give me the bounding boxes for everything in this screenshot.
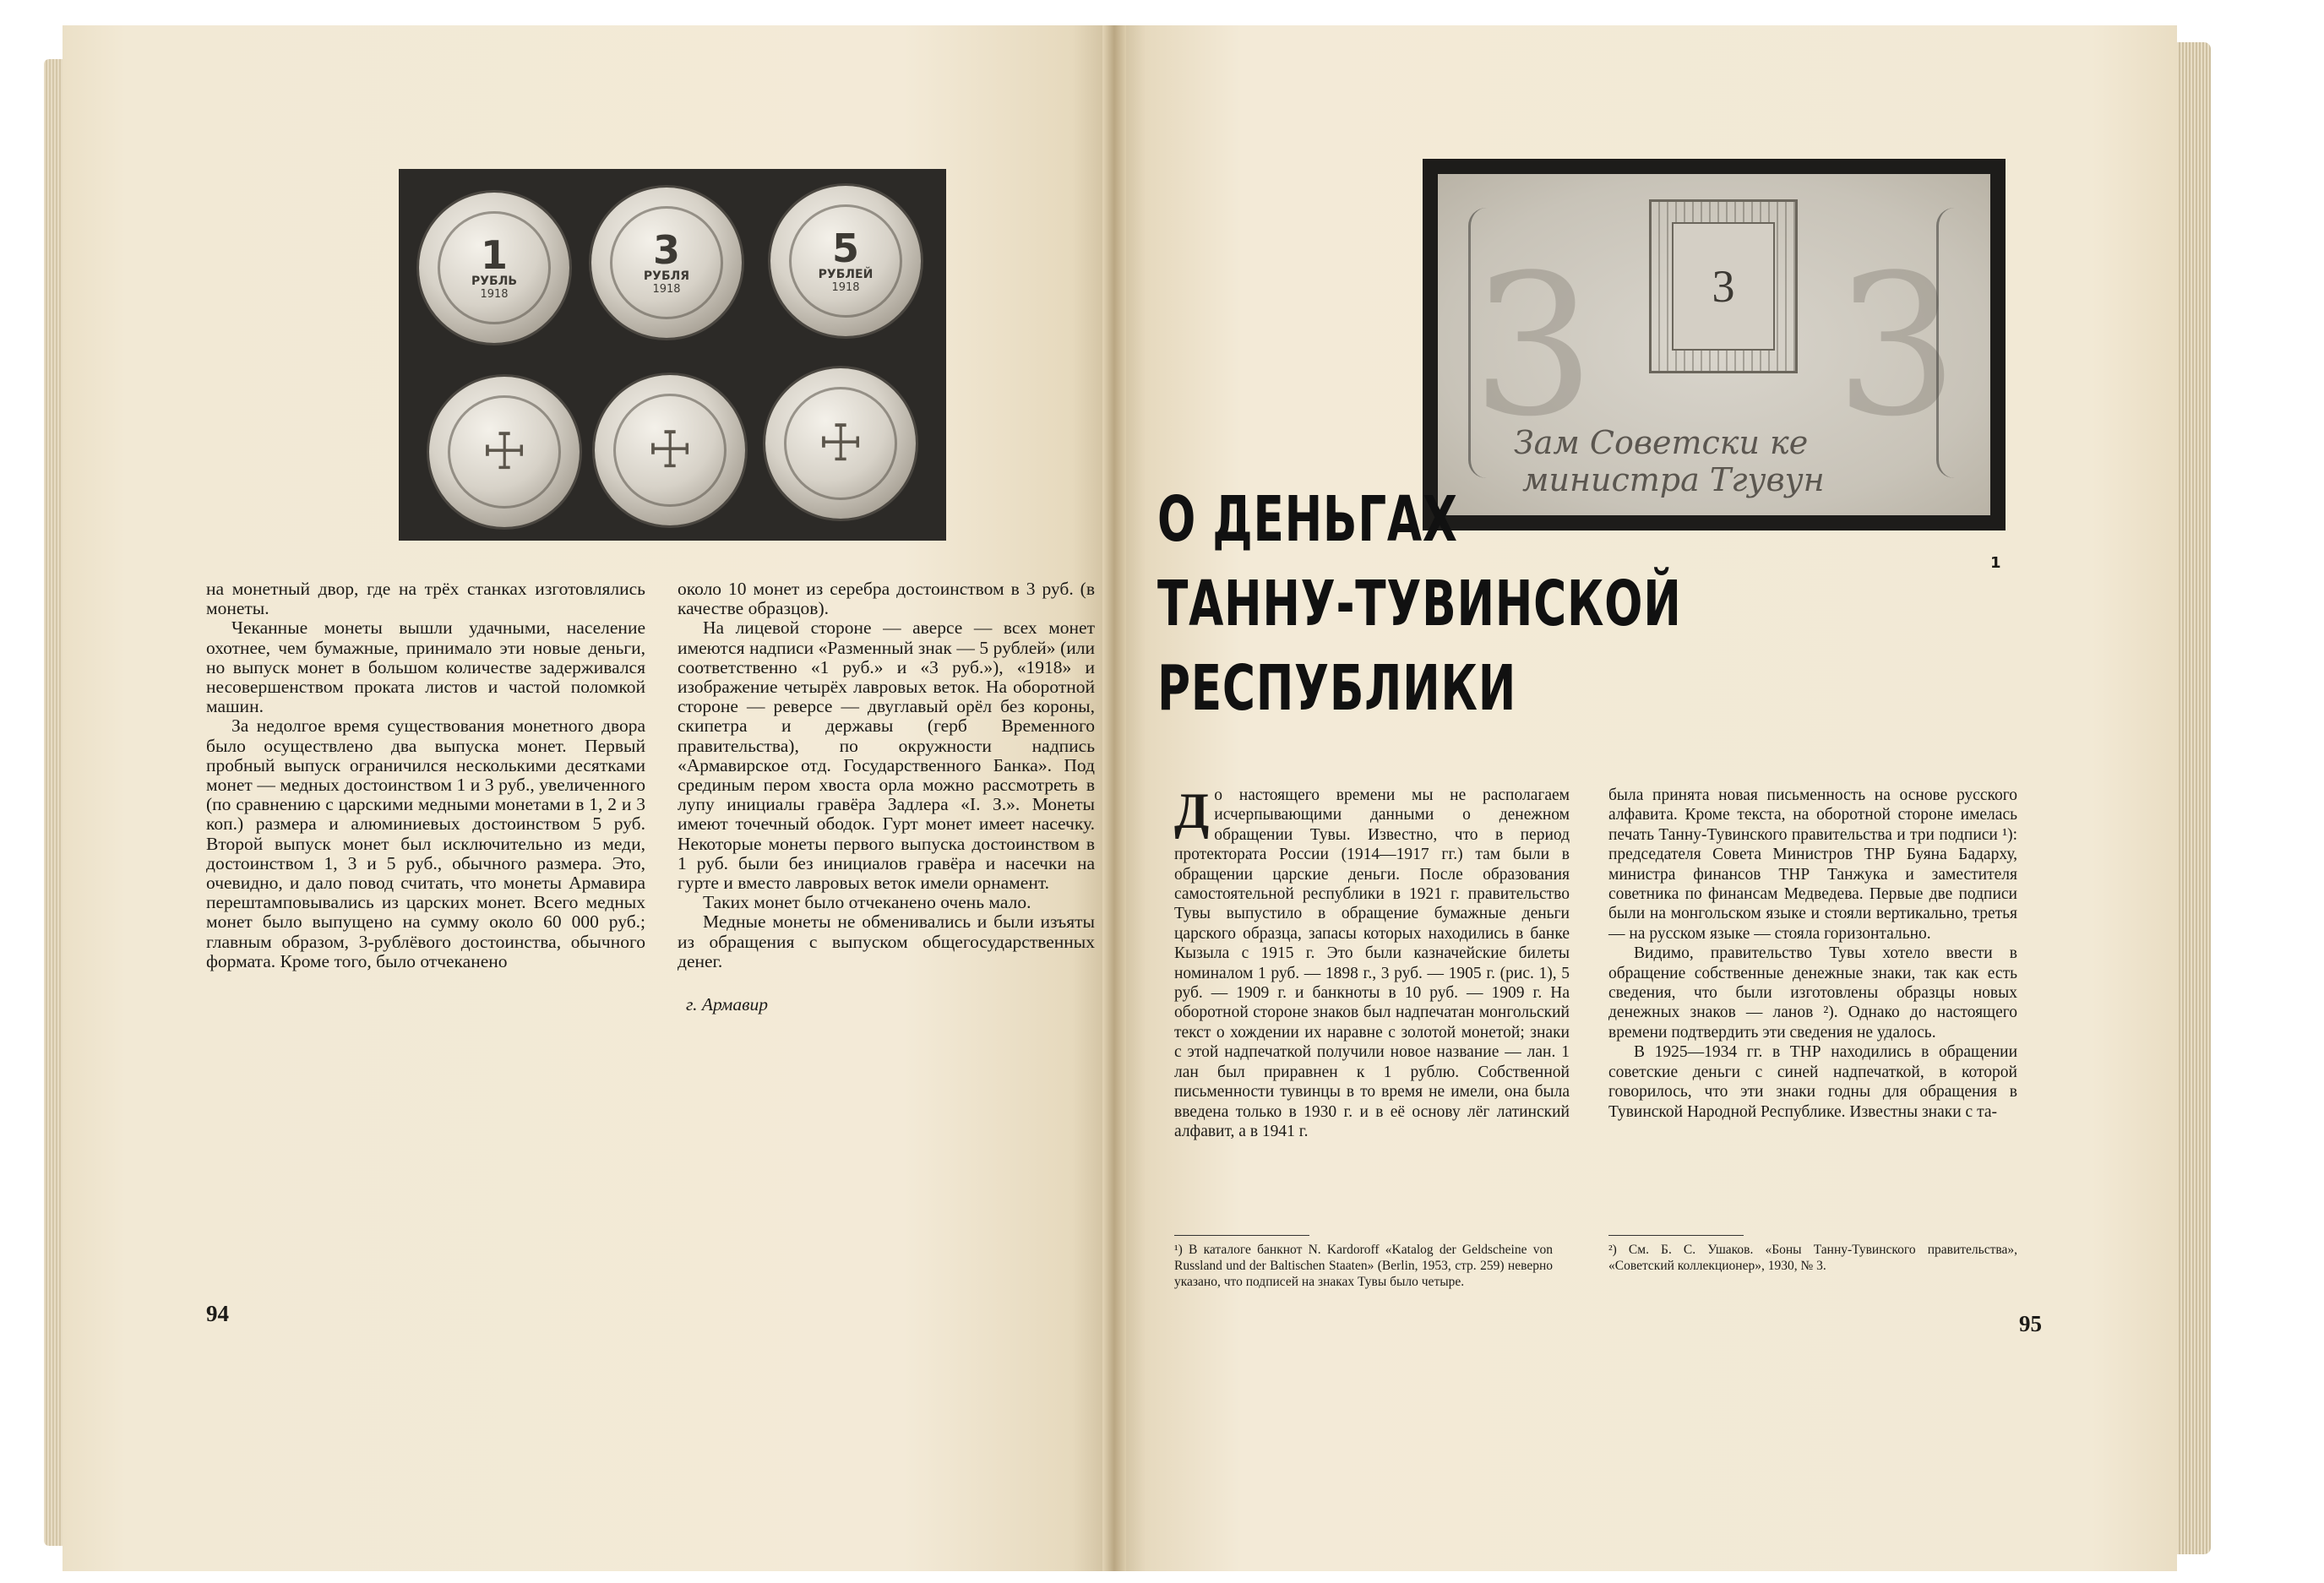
left-column-2 — [678, 579, 1095, 1015]
page-number-left: 94 — [206, 1301, 229, 1326]
paragraph: около 10 монет из серебра достоинством в 3 руб. (в качестве образцов). — [678, 579, 1095, 619]
right-column-2 — [1608, 786, 2017, 1122]
paragraph: Чеканные монеты вышли удачными, население охотнее, чем бумажные, принимало эти новые деньги, но выпуск монет в большом количестве задерживался несовершенством проката листов и частой поломкой машин. — [206, 617, 645, 717]
coin-denomination: 1 — [480, 231, 508, 278]
footnote-1: ¹) В каталоге банкнот N. Kardoroff «Katalog der Geldscheine von Russland und der Baltischen Staaten» (Berlin, 1953, стр. 259) неверно указано, что подписей на знаках Тувы было четыре. — [1174, 1243, 1553, 1289]
coin-unit: РУБЛЯ — [643, 269, 690, 283]
coin-5-roubles-reverse — [765, 368, 916, 519]
coin-year: 1918 — [652, 282, 681, 296]
title-line: О ДЕНЬГАХ — [1157, 483, 1458, 556]
footnote-divider — [1174, 1235, 1309, 1236]
banknote-signature-line-1: Зам Советски ке — [1514, 424, 1809, 461]
paragraph: За недолгое время существования монетного двора было осуществлено два выпуска монет. Первый пробный выпуск ограничился несколькими десятками монет — медных достоинством 1 и 3 руб., увеличенного (по сравнению с царскими медными монетами в 1, 2 и 3 коп.) размера и алюминиевых достоинством 5 руб. Второй выпуск монет был исключительно из меди, достоинством 1, 3 и 5 руб., обычного размера. Это, очевидно, и дало повод считать, что монеты Армавира перештамповывались из царских монет. Всего медных монет было выпущено на сумму около 60 000 руб.; главным образом, 3-рублёвого достоинства, обычного формата. Кроме того, было отчеканено — [206, 715, 645, 971]
author-location: г. Армавир — [686, 994, 768, 1015]
left-column-1 — [206, 579, 645, 971]
mongolian-script-left — [1468, 208, 1505, 478]
coin-denomination: 5 — [831, 225, 859, 271]
coin-unit: РУБЛЬ — [471, 274, 518, 288]
banknote — [1438, 174, 1990, 515]
paragraph — [1174, 783, 1570, 1141]
coin-1-rouble-reverse — [429, 377, 580, 527]
paragraph-text: о настоящего времени мы не располагаем исчерпывающими данными о денежном обращении Тувы. Известно, что в период протектората России (1914—1917 гг.) там были в обращении царские деньги. После образования самостоятельной республики в 1921 г. правительство Тувы выпустило в обращение бумажные деньги царского образца, запасы которых находились в банке Кызыла с 1915 г. Это были казначейские билеты номиналом 1 руб. — 1898 г., 3 руб. — 1905 г. (рис. 1), 5 руб. — 1909 г. и банкноты в 10 руб. — 1909 г. На оборотной стороне знаков был надпечатан монгольский текст о хождении их наравне с золотой монетой; знаки с этой надпечаткой получили новое название — лан. 1 лан был приравнен к 1 рублю. Собственной письменности тувинцы в то время не имели, она была введена только в 1930 г. и в её основу лёг латинский алфавит, а в 1941 г. — [1174, 786, 1570, 1140]
mongolian-script-right — [1936, 208, 1973, 478]
coin-denomination: 3 — [652, 226, 680, 273]
paragraph: на монетный двор, где на трёх станках изготовлялись монеты. — [206, 579, 645, 619]
title-line: ТАННУ-ТУВИНСКОЙ — [1157, 568, 1682, 640]
figure-number: 1 — [1990, 554, 2001, 572]
banknote-signature-line-2: министра Тгувун — [1522, 461, 1825, 498]
coin-5-roubles-obverse — [770, 186, 921, 336]
page-number-right: 95 — [2019, 1311, 2042, 1336]
banknote-numeral-right: 3 — [1835, 234, 1959, 460]
footnote-divider — [1608, 1235, 1744, 1236]
drop-cap: Д — [1174, 783, 1210, 839]
coin-year: 1918 — [831, 280, 860, 294]
double-eagle-icon: ☩ — [818, 414, 863, 473]
paragraph: Видимо, правительство Тувы хотело ввести в обращение собственные денежные знаки, так как есть сведения, что были изготовлены образцы новых денежных знаков — ланов ²). Однако до настоящего времени подтвердить эти сведения не удалось. — [1608, 944, 2017, 1042]
coin-3-roubles-reverse — [595, 375, 745, 525]
banknote-numeral-left: 3 — [1472, 234, 1596, 460]
book-gutter — [1102, 25, 1126, 1571]
footnote-2: ²) См. Б. С. Ушаков. «Боны Танну-Тувинского правительства», «Советский коллекционер», 1930, № 3. — [1608, 1243, 2017, 1273]
banknote-illustration — [1423, 159, 2006, 530]
double-eagle-icon: ☩ — [482, 422, 527, 481]
paragraph: Таких монет было отчеканено очень мало. — [703, 892, 1031, 913]
article-title — [1157, 477, 1682, 731]
paragraph: В 1925—1934 гг. в ТНР находились в обращении советские деньги с синей надпечаткой, в которой говорилось, что эти знаки годны для обращения в Тувинской Народной Республике. Известны знаки с та- — [1608, 1043, 2017, 1121]
banknote-center-numeral: 3 — [1672, 222, 1775, 351]
double-eagle-icon: ☩ — [647, 421, 693, 480]
coin-1-rouble-obverse — [419, 193, 569, 343]
paragraph: Медные монеты не обменивались и были изъяты из обращения с выпуском общегосударственных денег. — [678, 911, 1095, 971]
right-column-1 — [1174, 783, 1570, 1141]
coin-3-roubles-obverse — [591, 188, 742, 338]
banknote-center-ornament — [1649, 199, 1798, 373]
coin-unit: РУБЛЕЙ — [818, 267, 874, 281]
paragraph: была принята новая письменность на основе русского алфавита. Кроме текста, на оборотной стороне имелась печать Танну-Тувинского правительства и три подписи ¹): председателя Совета Министров ТНР Буяна Бадарху, министра финансов ТНР Танжука и заместителя советника по финансам Медведева. Первые две подписи были на монгольском языке и стояли вертикально, третья — на русском языке — стояла горизонтально. — [1608, 786, 2017, 943]
paragraph: На лицевой стороне — аверсе — всех монет имеются надписи «Разменный знак — 5 рублей» (или соответственно «1 руб.» и «3 руб.»), «1918» и изображение четырёх лавровых веток. На оборотной стороне — реверсе — двуглавый орёл без короны, скипетра и державы (герб Временного правительства), по окружности надпись «Армавирское отд. Государственного Банка». Под срединым пером хвоста орла можно рассмотреть в лупу инициалы гравёра Задлера «I. З.». Монеты имеют точечный ободок. Гурт монет имеет насечку. Некоторые монеты первого выпуска достоинством в 1 руб. были без инициалов гравёра и насечки на гурте и вместо лавровых веток имели орнамент. — [678, 617, 1095, 894]
coin-year: 1918 — [480, 287, 509, 301]
title-line: РЕСПУБЛИКИ — [1157, 652, 1517, 725]
coins-photo — [399, 169, 946, 541]
